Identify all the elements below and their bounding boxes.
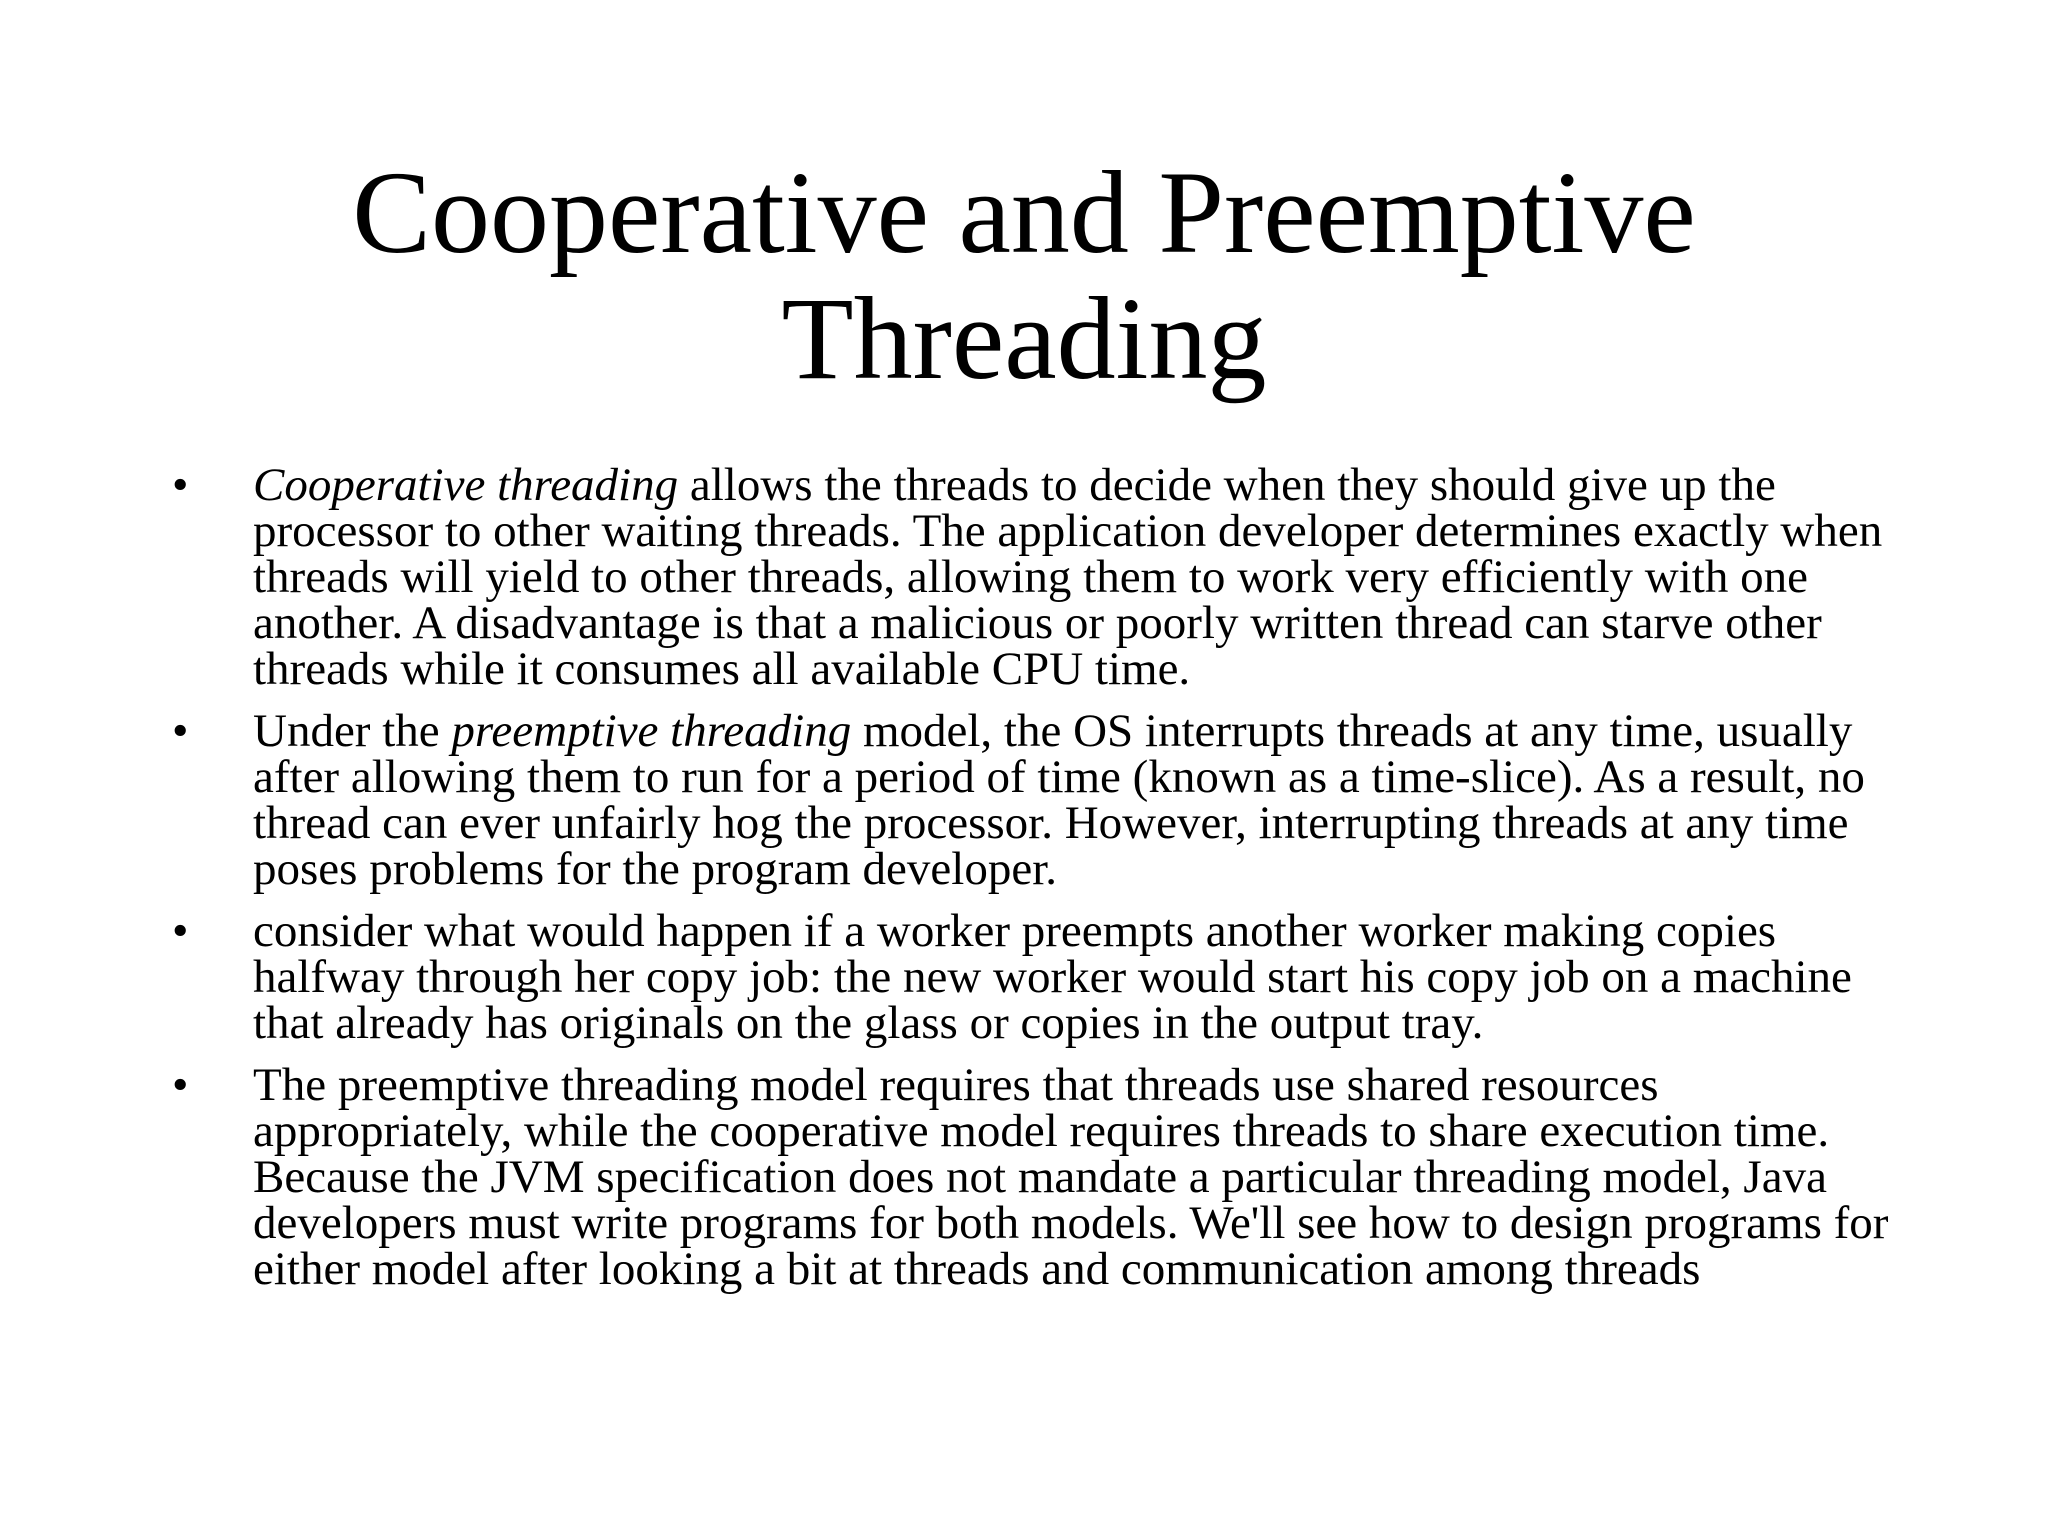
bullet-text (253, 705, 1913, 895)
slide-title (0, 147, 2048, 404)
bullet-item (0, 459, 2048, 695)
bullet-marker: • (172, 905, 189, 957)
bullet-text (253, 905, 1913, 1049)
bullet-marker: • (172, 459, 189, 511)
bullet-item (0, 1059, 2048, 1295)
bullet-text (253, 459, 1913, 695)
bullet-rest: model, the OS interrupts threads at any time, usually after allowing them to run for a period of time (known as a time-slice). As a result, no thread can ever unfairly hog the processor. However, interrupting threads at any time poses problems for the program developer. (253, 705, 1865, 895)
title-line-1: Cooperative and Preemptive (352, 147, 1696, 278)
bullet-item (0, 705, 2048, 895)
bullet-marker: • (172, 1059, 189, 1111)
bullet-emphasis: Cooperative threading (253, 459, 679, 511)
bullet-text (253, 1059, 1913, 1295)
bullet-lead: Under the (253, 705, 452, 757)
bullet-lead: The preemptive threading model requires that threads use shared resources appropriately, while the cooperative model requires threads to share execution time. Because the JVM specification does not mandate a particular threading model, Java developers must write programs for both models. We'll see how to design programs for either model after looking a bit at threads and communication among threads (253, 1059, 1889, 1295)
bullet-rest: allows the threads to decide when they should give up the processor to other waiting threads. The application developer determines exactly when threads will yield to other threads, allowing them to work very efficiently with one another. A disadvantage is that a malicious or poorly written thread can starve other threads while it consumes all available CPU time. (253, 459, 1883, 695)
bullet-marker: • (172, 705, 189, 757)
bullet-emphasis: preemptive threading (451, 705, 852, 757)
title-line-2: Threading (781, 273, 1267, 404)
bullet-lead: consider what would happen if a worker preempts another worker making copies halfway through her copy job: the new worker would start his copy job on a machine that already has originals on the glass or copies in the output tray. (253, 905, 1852, 1049)
bullet-list (0, 459, 2048, 1308)
bullet-item (0, 905, 2048, 1049)
